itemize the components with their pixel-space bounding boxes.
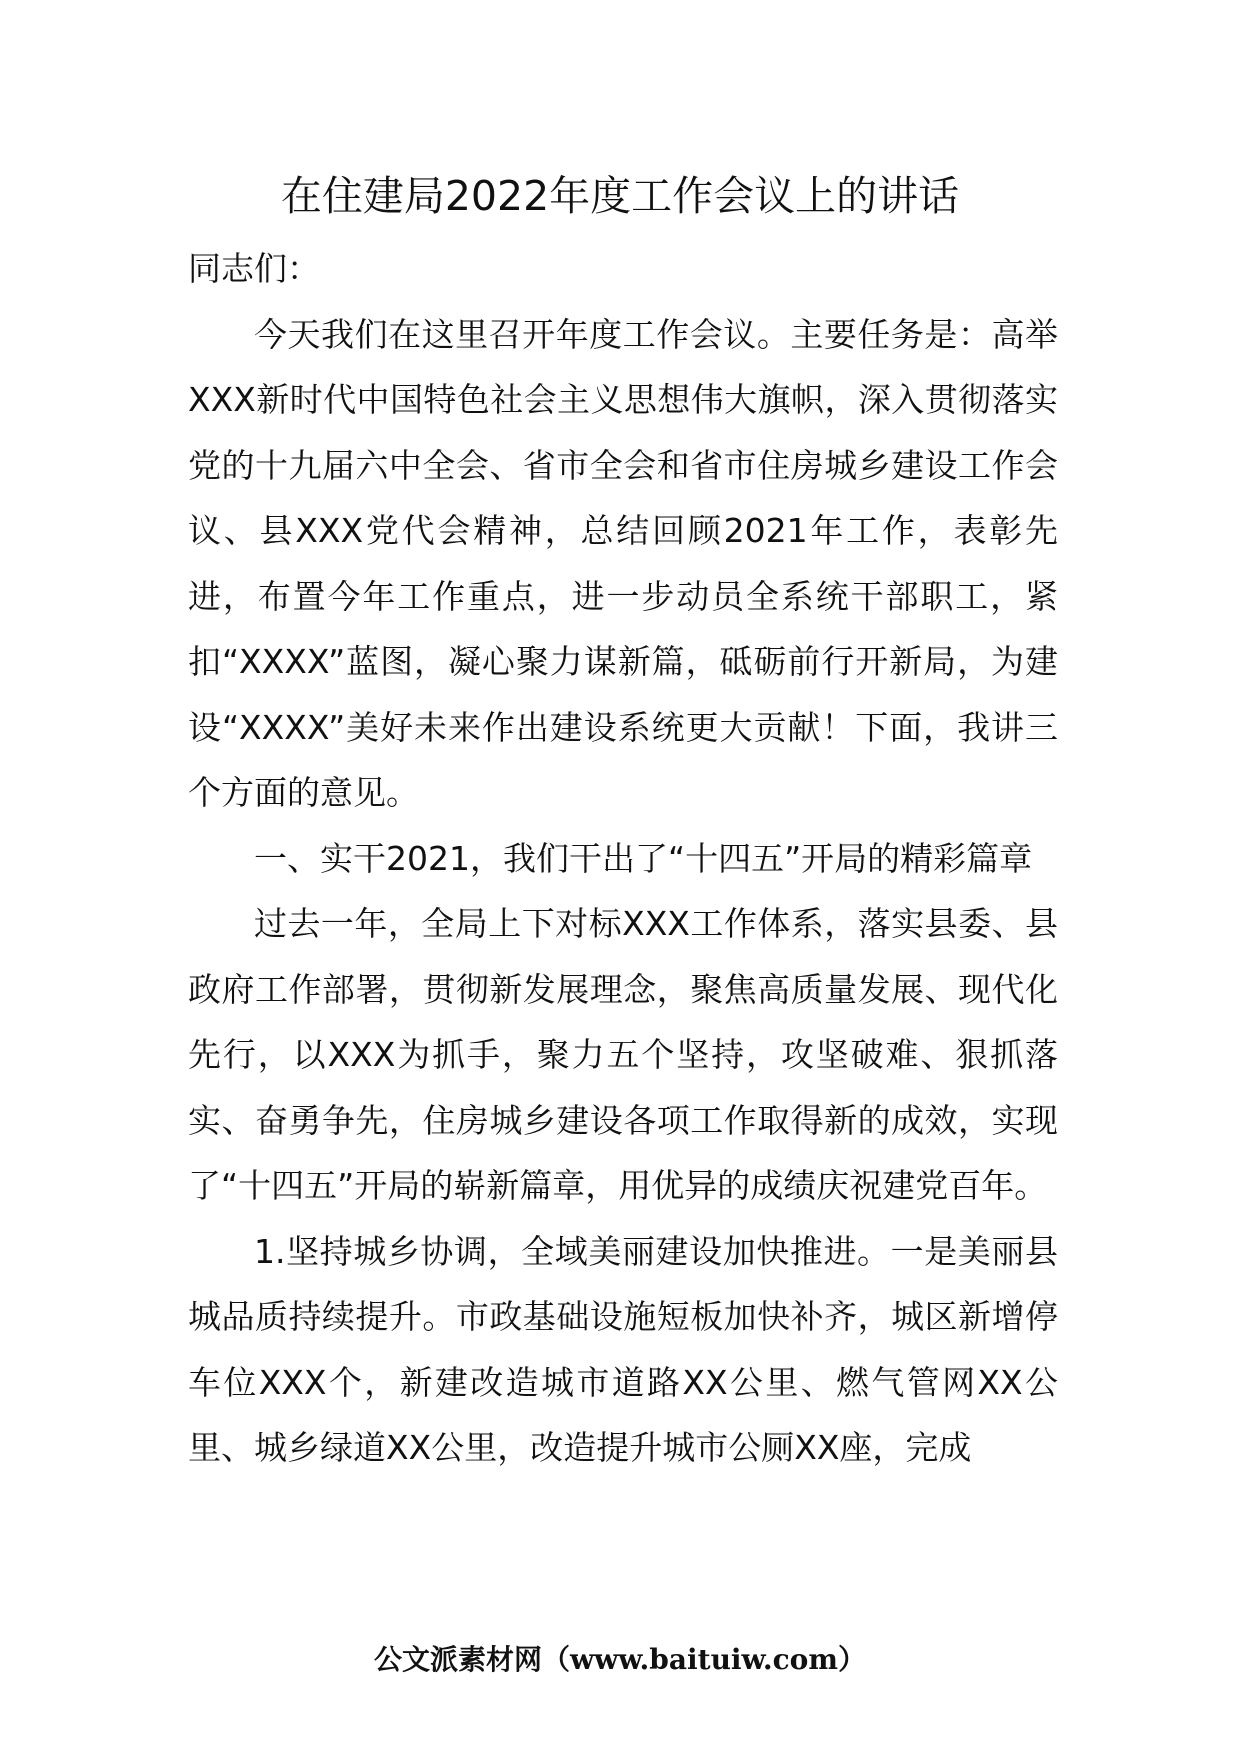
footer-watermark: 公文派素材网（www.baituiw.com） xyxy=(374,1643,866,1676)
section-heading-1: 一、实干2021，我们干出了“十四五”开局的精彩篇章 xyxy=(254,838,1033,878)
document-body xyxy=(188,236,1058,1481)
paragraph-review: 过去一年，全局上下对标XXX工作体系，落实县委、县政府工作部署，贯彻新发展理念，聚焦高质量发展、现代化先行，以XXX为抓手，聚力五个坚持，攻坚破难、狠抓落实、奋勇争先，住房城乡建设各项工作取得新的成效，实现了“十四五”开局的崭新篇章，用优异的成绩庆祝建党百年。 xyxy=(188,904,1058,1205)
salutation: 同志们： xyxy=(188,249,320,288)
paragraph-item-1: 1.坚持城乡协调，全域美丽建设加快推进。一是美丽县城品质持续提升。市政基础设施短板加快补齐，城区新增停车位XXX个，新建改造城市道路XX公里、燃气管网XX公里、城乡绿道XX公里，改造提升城市公厕XX座，完成 xyxy=(188,1231,1058,1467)
document-title: 在住建局2022年度工作会议上的讲话 xyxy=(280,172,960,220)
paragraph-intro: 今天我们在这里召开年度工作会议。主要任务是：高举XXX新时代中国特色社会主义思想伟大旗帜，深入贯彻落实党的十九届六中全会、省市全会和省市住房城乡建设工作会议、县XXX党代会精神，总结回顾2021年工作，表彰先进，布置今年工作重点，进一步动员全系统干部职工，紧扣“XXXX”蓝图，凝心聚力谋新篇，砥砺前行开新局，为建设“XXXX”美好未来作出建设系统更大贡献！下面，我讲三个方面的意见。 xyxy=(188,314,1058,812)
